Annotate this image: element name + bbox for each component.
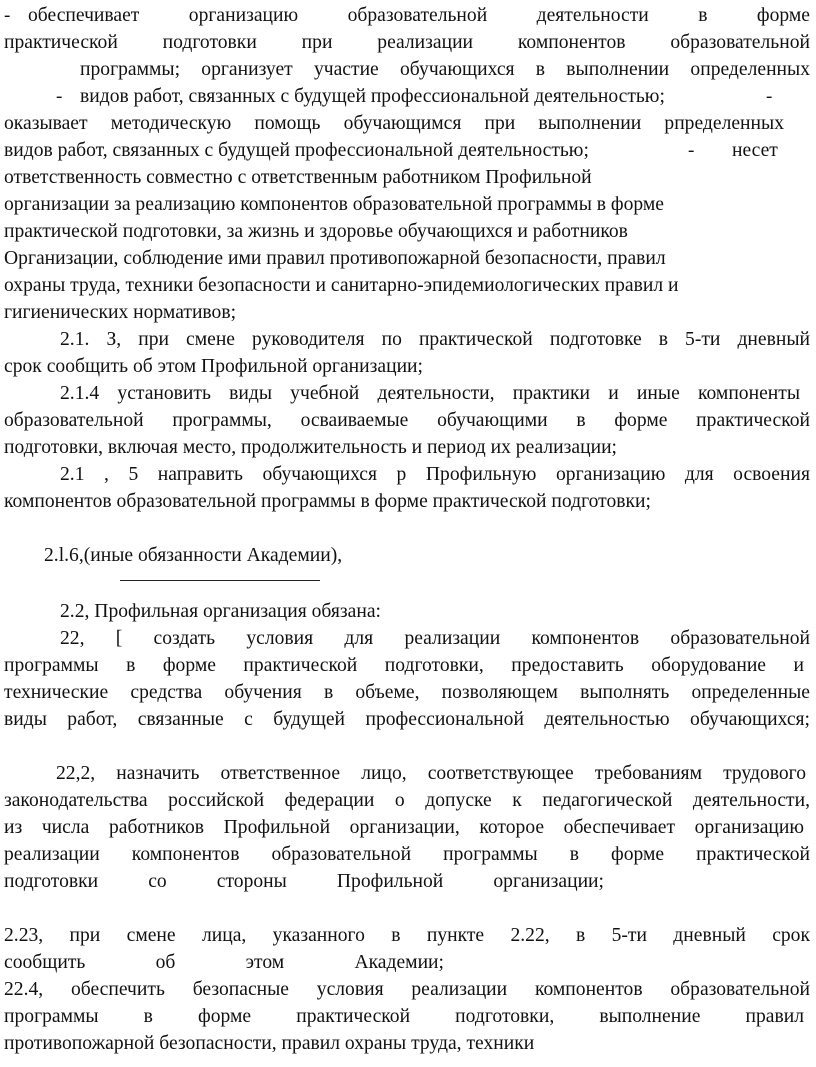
text-line: гигиенических нормативов; — [4, 302, 237, 323]
text-line: образовательной программы, осваиваемые обучающими в форме практической — [4, 410, 810, 431]
text-line: ответственность совместно с ответственным работником Профильной — [4, 167, 592, 188]
text-line: сообщить об этом Академии; — [4, 952, 444, 973]
text-line: подготовки, включая место, продолжительность и период их реализации; — [4, 437, 618, 458]
text-line: Организации, соблюдение ими правил противопожарной безопасности, правил — [4, 248, 666, 269]
text-line: обеспечивает организацию образовательной деятельности в форме — [28, 5, 810, 26]
text-line: 22.4, обеспечить безопасные условия реализации компонентов образовательной — [4, 979, 810, 1000]
text-line: подготовки со стороны Профильной организации; — [4, 871, 604, 892]
text-line: практической подготовки, за жизнь и здоровье обучающихся и работников — [4, 221, 628, 242]
text-line: организации за реализацию компонентов образовательной программы в форме — [4, 194, 664, 215]
text-line: 22, [ создать условия для реализации компонентов образовательной — [60, 628, 810, 649]
list-dash-marker: - — [56, 86, 63, 107]
text-line: программы; организует участие обучающихся в выполнении определенных — [80, 59, 810, 80]
text-line: виды работ, связанные с будущей профессиональной деятельностью обучающихся; — [4, 709, 810, 730]
list-dash-marker: - — [766, 86, 773, 107]
text-line: практической подготовки при реализации компонентов образовательной — [4, 32, 810, 53]
text-line: реализации компонентов образовательной программы в форме практической — [4, 844, 810, 865]
list-dash-marker: - — [4, 5, 11, 26]
text-line: технические средства обучения в объеме, позволяющем выполнять определенные — [4, 682, 810, 703]
text-line: 2.l.6,(иные обязанности Академии), — [44, 545, 343, 566]
signature-underline — [120, 580, 320, 581]
text-line: 2.1.4 установить виды учебной деятельности, практики и иные компоненты — [60, 383, 800, 404]
text-line: из числа работников Профильной организации, которое обеспечивает организацию — [4, 817, 804, 838]
text-line: срок сообщить об этом Профильной организации; — [4, 356, 423, 377]
list-dash-marker: - — [688, 140, 695, 161]
text-line: 2.23, при смене лица, указанного в пункте 2.22, в 5-ти дневный срок — [4, 925, 810, 946]
text-line: 2.2, Профильная организация обязана: — [60, 601, 381, 622]
text-line: компонентов образовательной программы в форме практической подготовки; — [4, 491, 651, 512]
text-line: охраны труда, техники безопасности и санитарно-эпидемиологических правил и — [4, 275, 679, 296]
text-line: программы в форме практической подготовки, выполнение правил — [4, 1006, 804, 1027]
text-line: программы в форме практической подготовки, предоставить оборудование и — [4, 655, 804, 676]
text-line: 2.1 , 5 направить обучающихся р Профильную организацию для освоения — [60, 464, 810, 485]
text-line: видов работ, связанных с будущей профессиональной деятельностью; — [4, 140, 589, 161]
text-line: законодательства российской федерации о допуске к педагогической деятельности, — [4, 790, 810, 811]
text-line: несет — [732, 140, 778, 161]
text-line: противопожарной безопасности, правил охраны труда, техники — [4, 1033, 535, 1054]
text-line: 22,2, назначить ответственное лицо, соответствующее требованиям трудового — [56, 763, 806, 784]
text-line: видов работ, связанных с будущей профессиональной деятельностью; — [80, 86, 665, 107]
text-line: 2.1. З, при смене руководителя по практической подготовке в 5-ти дневный — [60, 329, 810, 350]
text-line: оказывает методическую помощь обучающимся при выполнении рпределенных — [4, 113, 784, 134]
